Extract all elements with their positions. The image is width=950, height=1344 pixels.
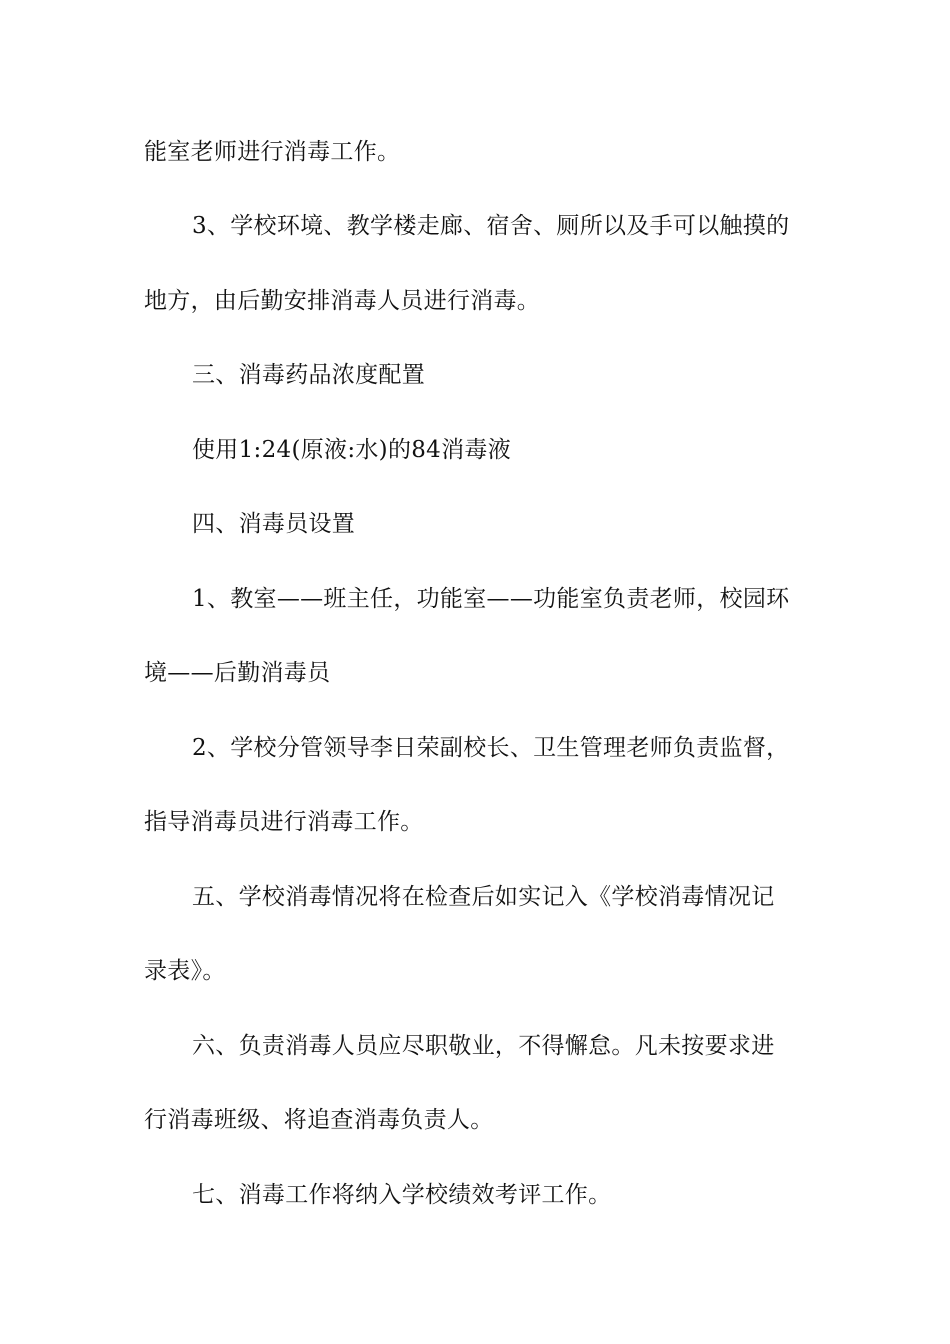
section-heading-5: 五、学校消毒情况将在检查后如实记入《学校消毒情况记 — [192, 884, 775, 910]
paragraph-line-5: 使用1:24(原液:水)的84消毒液 — [192, 437, 512, 463]
section-heading-3: 三、消毒药品浓度配置 — [192, 362, 425, 388]
paragraph-line-12: 录表》。 — [144, 958, 226, 984]
paragraph-line-10: 指导消毒员进行消毒工作。 — [144, 809, 424, 835]
paragraph-line-8: 境——后勤消毒员 — [144, 660, 331, 686]
paragraph-line-14: 行消毒班级、将追查消毒负责人。 — [144, 1107, 494, 1133]
paragraph-line-3: 地方，由后勤安排消毒人员进行消毒。 — [144, 288, 541, 314]
section-heading-4: 四、消毒员设置 — [192, 511, 356, 537]
section-heading-7: 七、消毒工作将纳入学校绩效考评工作。 — [192, 1182, 612, 1208]
paragraph-line-9: 2、学校分管领导李日荣副校长、卫生管理老师负责监督， — [192, 735, 790, 761]
paragraph-line-1: 能室老师进行消毒工作。 — [144, 139, 401, 165]
section-heading-6: 六、负责消毒人员应尽职敬业，不得懈怠。凡未按要求进 — [192, 1033, 775, 1059]
paragraph-line-7: 1、教室——班主任，功能室——功能室负责老师，校园环 — [192, 586, 790, 612]
paragraph-line-2: 3、学校环境、教学楼走廊、宿舍、厕所以及手可以触摸的 — [192, 213, 790, 239]
